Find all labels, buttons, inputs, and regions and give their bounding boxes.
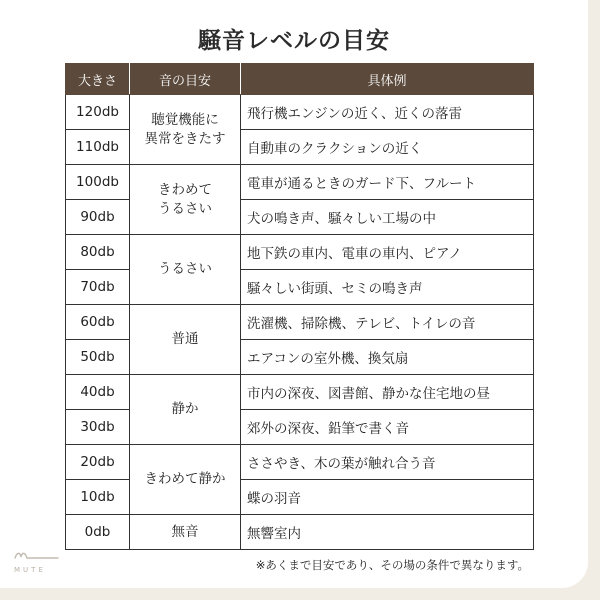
example-cell: エアコンの室外機、換気扇	[241, 340, 534, 375]
category-line: 聴覚機能に	[151, 111, 219, 128]
category-cell	[130, 95, 241, 165]
category-line: うるさい	[158, 200, 212, 217]
level-cell: 20db	[66, 445, 130, 480]
table-row	[66, 95, 534, 130]
category-line: きわめて	[158, 181, 212, 198]
example-cell: 郊外の深夜、鉛筆で書く音	[241, 410, 534, 445]
table-row	[66, 235, 534, 270]
table-row	[66, 375, 534, 410]
example-cell: 犬の鳴き声、騒々しい工場の中	[241, 200, 534, 235]
logo-text: MUTE	[14, 566, 46, 574]
header-example: 具体例	[241, 64, 534, 95]
example-cell: 蝶の羽音	[241, 480, 534, 515]
header-size: 大きさ	[66, 64, 130, 95]
example-cell: 電車が通るときのガード下、フルート	[241, 165, 534, 200]
example-cell: ささやき、木の葉が触れ合う音	[241, 445, 534, 480]
category-line: 異常をきたす	[144, 130, 226, 147]
table-row	[66, 165, 534, 200]
level-cell: 100db	[66, 165, 130, 200]
example-cell: 無響室内	[241, 515, 534, 550]
page-title: 騒音レベルの目安	[198, 28, 390, 54]
example-cell: 地下鉄の車内、電車の車内、ピアノ	[241, 235, 534, 270]
level-cell: 30db	[66, 410, 130, 445]
example-cell: 自動車のクラクションの近く	[241, 130, 534, 165]
table-row	[66, 305, 534, 340]
example-cell: 市内の深夜、図書館、静かな住宅地の昼	[241, 375, 534, 410]
footnote: ※あくまで目安であり、その場の条件で異なります。	[255, 558, 529, 572]
example-cell: 騒々しい街頭、セミの鳴き声	[241, 270, 534, 305]
category-cell: 無音	[130, 515, 241, 550]
table-row	[66, 445, 534, 480]
example-cell: 洗濯機、掃除機、テレビ、トイレの音	[241, 305, 534, 340]
level-cell: 110db	[66, 130, 130, 165]
example-cell: 飛行機エンジンの近く、近くの落雷	[241, 95, 534, 130]
level-cell: 40db	[66, 375, 130, 410]
level-cell: 10db	[66, 480, 130, 515]
category-cell: うるさい	[130, 235, 241, 305]
table-header-row	[66, 64, 534, 95]
category-cell: 静か	[130, 375, 241, 445]
level-cell: 60db	[66, 305, 130, 340]
header-sound-guide: 音の目安	[130, 64, 241, 95]
noise-level-table	[65, 63, 534, 550]
level-cell: 70db	[66, 270, 130, 305]
level-cell: 90db	[66, 200, 130, 235]
table-row	[66, 515, 534, 550]
level-cell: 50db	[66, 340, 130, 375]
level-cell: 0db	[66, 515, 130, 550]
category-cell: きわめて静か	[130, 445, 241, 515]
level-cell: 80db	[66, 235, 130, 270]
category-cell: 普通	[130, 305, 241, 375]
category-cell	[130, 165, 241, 235]
level-cell: 120db	[66, 95, 130, 130]
